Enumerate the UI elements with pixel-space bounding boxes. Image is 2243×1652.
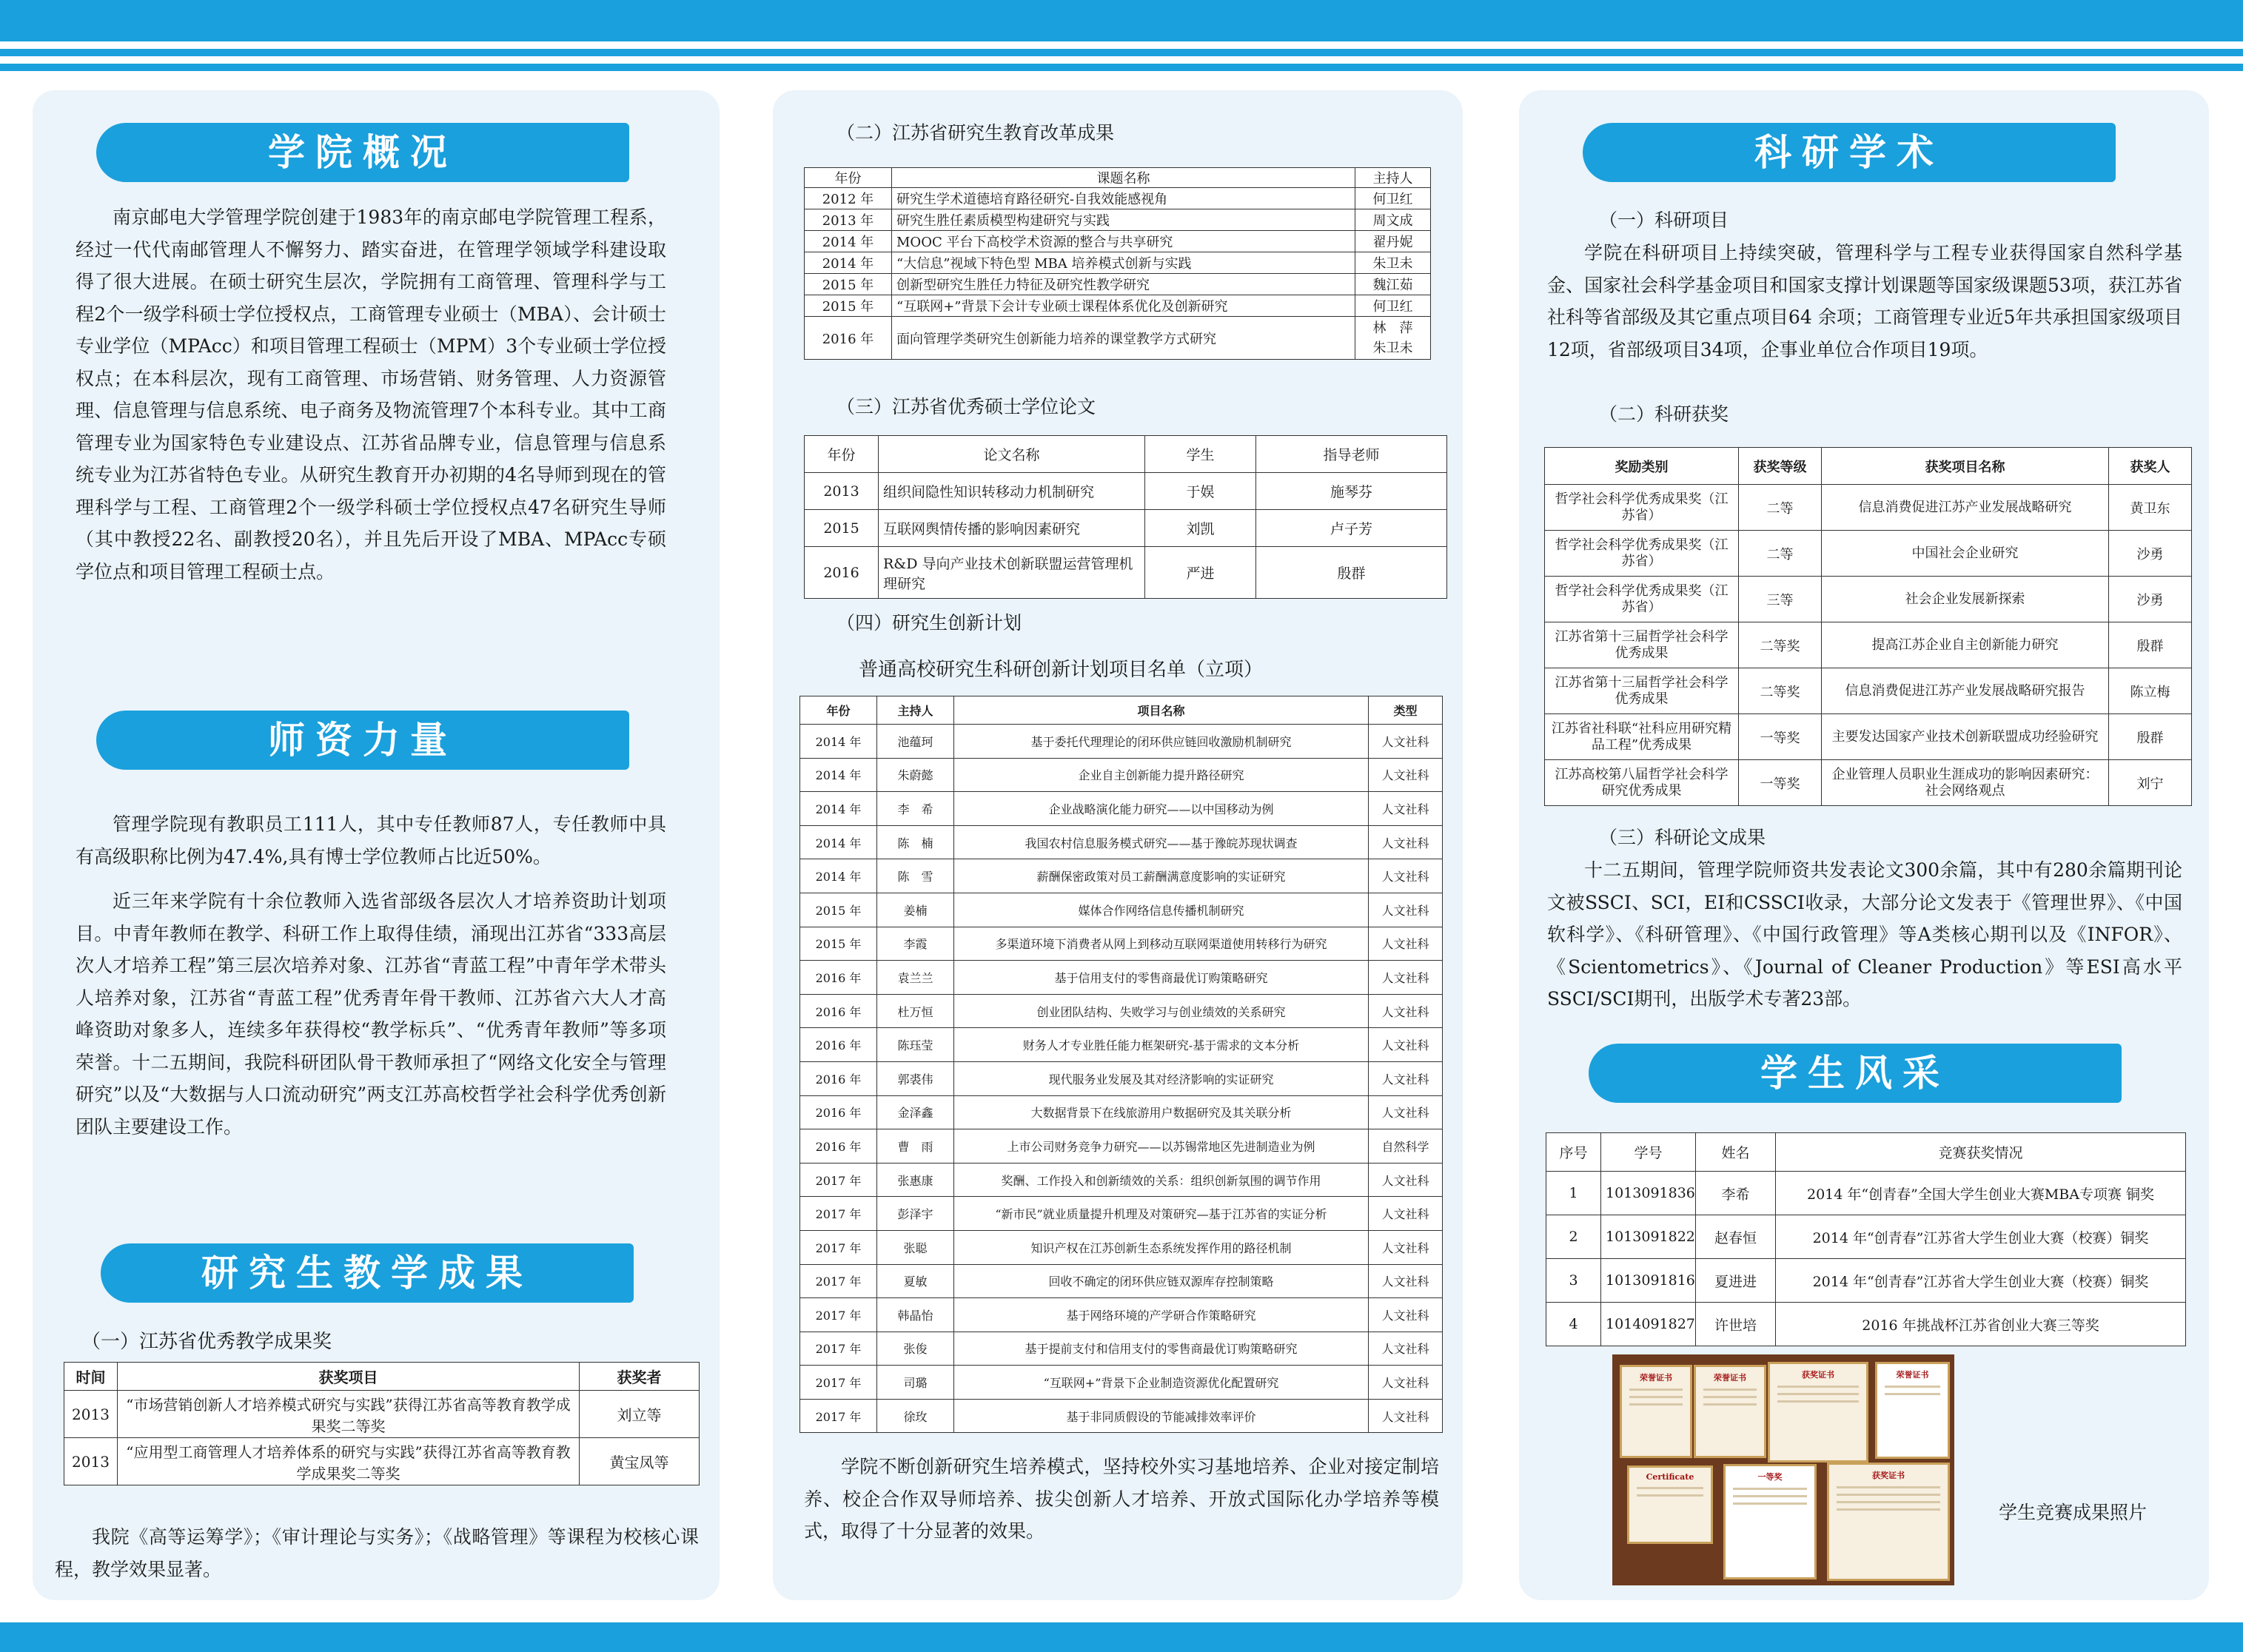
t4-type: 人文社科 [1369, 961, 1443, 995]
t5-winner: 殷群 [2109, 622, 2192, 668]
t4-row [800, 1332, 1443, 1366]
top-band-stripe-2 [0, 64, 2243, 71]
t5-level: 三等 [1739, 577, 1822, 622]
t4-project: “互联网+”背景下企业制造资源优化配置研究 [954, 1366, 1369, 1400]
t6-header-id: 学号 [1601, 1133, 1696, 1172]
t4-project: 基于非同质假设的节能减排效率评价 [954, 1399, 1369, 1433]
t6-id: 1013091822 [1601, 1215, 1696, 1259]
t6-award: 2016 年挑战杯江苏省创业大赛三等奖 [1776, 1303, 2186, 1346]
t4-year: 2016 年 [800, 1129, 877, 1164]
t2-r5-host: 魏江茹 [1355, 274, 1431, 295]
t2-r4-year: 2014 年 [805, 252, 892, 274]
t4-type: 人文社科 [1369, 1399, 1443, 1433]
t5-header-category: 奖励类别 [1545, 448, 1739, 485]
t4-project: 基于委托代理理论的闭环供应链回收激励机制研究 [954, 725, 1369, 759]
cert-2: 荣誉证书 [1694, 1365, 1766, 1458]
t4-project: 基于信用支付的零售商最优订购策略研究 [954, 961, 1369, 995]
t5-row [1545, 714, 2192, 760]
t2-r6-host: 何卫红 [1355, 295, 1431, 317]
t6-no: 2 [1546, 1215, 1601, 1259]
t5-category: 哲学社会科学优秀成果奖（江苏省） [1545, 531, 1739, 577]
t6-body [1546, 1172, 2186, 1346]
t4-host: 金泽鑫 [877, 1095, 954, 1129]
t4-year: 2016 年 [800, 1095, 877, 1129]
t4-host: 张俊 [877, 1332, 954, 1366]
t3-r2-student: 刘凯 [1145, 510, 1256, 547]
t5-category: 哲学社会科学优秀成果奖（江苏省） [1545, 577, 1739, 622]
t4-project: 上市公司财务竞争力研究——以苏锡常地区先进制造业为例 [954, 1129, 1369, 1164]
t2-r7-host-2: 朱卫未 [1372, 340, 1413, 356]
t4-type: 人文社科 [1369, 927, 1443, 961]
t2-r2-topic: 研究生胜任素质模型构建研究与实践 [892, 209, 1355, 231]
t2-r7-topic: 面向管理学类研究生创新能力培养的课堂教学方式研究 [892, 317, 1355, 360]
t2-r1-host: 何卫红 [1355, 188, 1431, 209]
t3-r3-student: 严进 [1145, 547, 1256, 599]
innovation-plan-table [799, 696, 1443, 1433]
overview-title: 学院概况 [96, 123, 629, 182]
t2-header-topic: 课题名称 [892, 168, 1355, 188]
t4-year: 2017 年 [800, 1163, 877, 1197]
grad-teaching-title: 研究生教学成果 [101, 1243, 634, 1303]
t4-host: 杜万恒 [877, 994, 954, 1028]
t2-r5-topic: 创新型研究生胜任力特征及研究性教学研究 [892, 274, 1355, 295]
t4-project: 创业团队结构、失败学习与创业绩效的关系研究 [954, 994, 1369, 1028]
t4-row [800, 758, 1443, 792]
cert-7: 荣誉证书 [1875, 1362, 1950, 1459]
t4-host: 曹 雨 [877, 1129, 954, 1164]
student-award-photo [1612, 1354, 1954, 1585]
t4-type: 人文社科 [1369, 1332, 1443, 1366]
t4-type: 人文社科 [1369, 1298, 1443, 1332]
core-courses-text: 我院《高等运筹学》；《审计理论与实务》；《战略管理》等课程为校核心课程，教学效果显著。 [55, 1526, 699, 1580]
t4-type: 人文社科 [1369, 1264, 1443, 1298]
t5-winner: 殷群 [2109, 714, 2192, 760]
faculty-text-2: 近三年来学院有十余位教师入选省部级各层次人才培养资助计划项目。中青年教师在教学、科研工作上取得佳绩，涌现出江苏省“333高层次人才培养工程”第三层次培养对象、江苏省“青蓝工程”中青年学术带头人培养对象，江苏省“青蓝工程”优秀青年骨干教师、江苏省六大人才高峰资助对象多人，连续多年获得校“教学标兵”、“优秀青年教师”等多项荣誉。十二五期间，我院科研团队骨干教师承担了“网络文化安全与管理研究”以及“大数据与人口流动研究”两支江苏高校哲学社会科学优秀创新团队主要建设工作。 [76, 890, 666, 1138]
t4-project: 我国农村信息服务模式研究——基于豫皖苏现状调查 [954, 825, 1369, 859]
t6-header-award: 竞赛获奖情况 [1776, 1133, 2186, 1172]
t6-award: 2014 年“创青春”江苏省大学生创业大赛（校赛）铜奖 [1776, 1259, 2186, 1303]
t1-r2-project: “应用型工商管理人才培养体系的研究与实践”获得江苏省高等教育教学成果奖二等奖 [118, 1438, 580, 1485]
t3-r1-year: 2013 [805, 473, 879, 510]
t4-project: 知识产权在江苏创新生态系统发挥作用的路径机制 [954, 1230, 1369, 1264]
t5-winner: 沙勇 [2109, 531, 2192, 577]
t4-host: 徐玫 [877, 1399, 954, 1433]
faculty-text-1: 管理学院现有教职员工111人，其中专任教师87人，专任教师中具有高级职称比例为47.4%,具有博士学位教师占比近50%。 [76, 813, 666, 867]
t5-header-project: 获奖项目名称 [1822, 448, 2109, 485]
t4-host: 陈 雪 [877, 859, 954, 893]
sec4-title: （四）研究生创新计划 [836, 612, 1022, 634]
t3-header-year: 年份 [805, 436, 879, 473]
t5-header-winner: 获奖人 [2109, 448, 2192, 485]
t4-year: 2017 年 [800, 1366, 877, 1400]
t3-header-advisor: 指导老师 [1256, 436, 1447, 473]
t5-category: 哲学社会科学优秀成果奖（江苏省） [1545, 485, 1739, 531]
t4-row [800, 994, 1443, 1028]
t4-host: 袁兰兰 [877, 961, 954, 995]
t4-project: 多渠道环境下消费者从网上到移动互联网渠道使用转移行为研究 [954, 927, 1369, 961]
t4-host: 陈珏莹 [877, 1028, 954, 1062]
t4-project: 薪酬保密政策对员工薪酬满意度影响的实证研究 [954, 859, 1369, 893]
t4-host: 朱蔚懿 [877, 758, 954, 792]
t4-year: 2017 年 [800, 1264, 877, 1298]
student-title: 学生风采 [1589, 1044, 2122, 1103]
closing-text: 学院不断创新研究生培养模式，坚持校外实习基地培养、企业对接定制培养、校企合作双导师培养、拔尖创新人才培养、开放式国际化办学培养等模式，取得了十分显著的效果。 [804, 1456, 1439, 1542]
t2-r6-topic: “互联网+”背景下会计专业硕士课程体系优化及创新研究 [892, 295, 1355, 317]
t5-row [1545, 485, 2192, 531]
t4-host: 张聪 [877, 1230, 954, 1264]
t1-r1-project: “市场营销创新人才培养模式研究与实践”获得江苏省高等教育教学成果奖二等奖 [118, 1391, 580, 1438]
t4-host: 李 希 [877, 792, 954, 826]
reform-results-table [804, 167, 1431, 360]
t3-r2-year: 2015 [805, 510, 879, 547]
t5-project: 中国社会企业研究 [1822, 531, 2109, 577]
t4-year: 2017 年 [800, 1298, 877, 1332]
t1-header-winner: 获奖者 [580, 1363, 700, 1391]
t2-r2-year: 2013 年 [805, 209, 892, 231]
t4-year: 2017 年 [800, 1399, 877, 1433]
t4-year: 2014 年 [800, 725, 877, 759]
t4-row [800, 961, 1443, 995]
t4-row [800, 1129, 1443, 1164]
t4-header-project: 项目名称 [954, 696, 1369, 725]
t4-project: 基于提前支付和信用支付的零售商最优订购策略研究 [954, 1332, 1369, 1366]
t5-project: 信息消费促进江苏产业发展战略研究 [1822, 485, 2109, 531]
t6-name: 夏进进 [1696, 1259, 1776, 1303]
t4-row [800, 1197, 1443, 1231]
t6-id: 1013091816 [1601, 1259, 1696, 1303]
cert-3: 获奖证书 [1768, 1362, 1868, 1463]
t5-project: 主要发达国家产业技术创新联盟成功经验研究 [1822, 714, 2109, 760]
student-award-table [1546, 1132, 2186, 1346]
t2-r3-host: 翟丹妮 [1355, 231, 1431, 252]
t3-header-student: 学生 [1145, 436, 1256, 473]
t5-level: 二等奖 [1739, 622, 1822, 668]
t4-year: 2014 年 [800, 792, 877, 826]
t2-r7-year: 2016 年 [805, 317, 892, 360]
t4-header-type: 类型 [1369, 696, 1443, 725]
t2-r3-year: 2014 年 [805, 231, 892, 252]
t6-row [1546, 1172, 2186, 1215]
t4-host: 池蕴珂 [877, 725, 954, 759]
t4-year: 2016 年 [800, 1028, 877, 1062]
t4-project: “新市民”就业质量提升机理及对策研究—基于江苏省的实证分析 [954, 1197, 1369, 1231]
t4-project: 企业战略演化能力研究——以中国移动为例 [954, 792, 1369, 826]
research-title: 科研学术 [1583, 123, 2116, 182]
t4-type: 人文社科 [1369, 1197, 1443, 1231]
t2-r3-topic: MOOC 平台下高校学术资源的整合与共享研究 [892, 231, 1355, 252]
t2-header-host: 主持人 [1355, 168, 1431, 188]
r2-title: （二）科研获奖 [1599, 403, 1729, 425]
thesis-table [804, 435, 1447, 599]
t3-r1-advisor: 施琴芬 [1256, 473, 1447, 510]
cert-1: 荣誉证书 [1620, 1365, 1692, 1458]
r3-text: 十二五期间，管理学院师资共发表论文300余篇，其中有280余篇期刊论文被SSCI、SCI，EI和CSSCI收录，大部分论文发表于《管理世界》、《中国软科学》、《科研管理》、《中国行政管理》等A类核心期刊以及《INFOR》、《Scientometrics》、《Journal of Cleaner Production》等ESI高水平SSCI/SCI期刊，出版学术专著23部。 [1547, 859, 2182, 1010]
t2-header-year: 年份 [805, 168, 892, 188]
t3-r2-advisor: 卢子芳 [1256, 510, 1447, 547]
t4-host: 司璐 [877, 1366, 954, 1400]
research-award-table [1544, 447, 2192, 806]
t4-type: 人文社科 [1369, 1230, 1443, 1264]
t4-row [800, 1298, 1443, 1332]
t1-r1-year: 2013 [64, 1391, 118, 1438]
cert-4: Certificate [1627, 1465, 1713, 1544]
t5-winner: 沙勇 [2109, 577, 2192, 622]
t2-r4-host: 朱卫未 [1355, 252, 1431, 274]
t4-host: 姜楠 [877, 893, 954, 927]
t4-year: 2014 年 [800, 758, 877, 792]
t6-row [1546, 1215, 2186, 1259]
t2-r4-topic: “大信息”视域下特色型 MBA 培养模式创新与实践 [892, 252, 1355, 274]
t4-project: 媒体合作网络信息传播机制研究 [954, 893, 1369, 927]
t4-project: 奖酬、工作投入和创新绩效的关系：组织创新氛围的调节作用 [954, 1163, 1369, 1197]
bottom-band [0, 1622, 2243, 1652]
t2-r7-host-cell [1355, 317, 1431, 360]
t6-no: 1 [1546, 1172, 1601, 1215]
t4-row [800, 1061, 1443, 1095]
t4-type: 人文社科 [1369, 859, 1443, 893]
t4-type: 人文社科 [1369, 725, 1443, 759]
t4-row [800, 725, 1443, 759]
t5-project: 社会企业发展新探索 [1822, 577, 2109, 622]
t4-type: 人文社科 [1369, 1095, 1443, 1129]
t5-row [1545, 531, 2192, 577]
t3-header-title: 论文名称 [879, 436, 1145, 473]
t4-host: 夏敏 [877, 1264, 954, 1298]
t6-name: 许世培 [1696, 1303, 1776, 1346]
t6-no: 4 [1546, 1303, 1601, 1346]
t6-id: 1014091827 [1601, 1303, 1696, 1346]
t4-type: 人文社科 [1369, 994, 1443, 1028]
t5-project: 企业管理人员职业生涯成功的影响因素研究：社会网络观点 [1822, 760, 2109, 806]
sec1-title: （一）江苏省优秀教学成果奖 [81, 1331, 332, 1353]
t4-row [800, 1366, 1443, 1400]
t3-r2-title: 互联网舆情传播的影响因素研究 [879, 510, 1145, 547]
t5-body [1545, 485, 2192, 806]
r1-title: （一）科研项目 [1599, 209, 1729, 231]
t4-year: 2016 年 [800, 961, 877, 995]
cert-5: 一等奖 [1723, 1464, 1817, 1579]
t3-r1-student: 于娱 [1145, 473, 1256, 510]
t5-category: 江苏高校第八届哲学社会科学研究优秀成果 [1545, 760, 1739, 806]
t5-project: 提高江苏企业自主创新能力研究 [1822, 622, 2109, 668]
t4-row [800, 792, 1443, 826]
t1-r2-winner: 黄宝凤等 [580, 1438, 700, 1485]
t2-r2-host: 周文成 [1355, 209, 1431, 231]
t5-row [1545, 577, 2192, 622]
t5-level: 二等奖 [1739, 668, 1822, 714]
sec3-title: （三）江苏省优秀硕士学位论文 [836, 396, 1096, 417]
t4-row [800, 1399, 1443, 1433]
t4-row [800, 1163, 1443, 1197]
t3-r3-advisor: 殷群 [1256, 547, 1447, 599]
t4-type: 人文社科 [1369, 1028, 1443, 1062]
t5-winner: 陈立梅 [2109, 668, 2192, 714]
t2-r6-year: 2015 年 [805, 295, 892, 317]
t5-level: 二等 [1739, 485, 1822, 531]
t2-r7-host-1: 林 萍 [1372, 320, 1413, 336]
teaching-award-table [64, 1362, 700, 1485]
t4-year: 2014 年 [800, 859, 877, 893]
t4-host: 张惠康 [877, 1163, 954, 1197]
t5-level: 一等奖 [1739, 714, 1822, 760]
t4-type: 人文社科 [1369, 792, 1443, 826]
t4-host: 陈 楠 [877, 825, 954, 859]
t6-name: 赵春恒 [1696, 1215, 1776, 1259]
t4-year: 2016 年 [800, 1061, 877, 1095]
t4-host: 李霞 [877, 927, 954, 961]
t4-project: 基于网络环境的产学研合作策略研究 [954, 1298, 1369, 1332]
t4-type: 人文社科 [1369, 1366, 1443, 1400]
t4-type: 人文社科 [1369, 825, 1443, 859]
t4-row [800, 1264, 1443, 1298]
t4-year: 2015 年 [800, 927, 877, 961]
t6-name: 李希 [1696, 1172, 1776, 1215]
t4-year: 2014 年 [800, 825, 877, 859]
t6-id: 1013091836 [1601, 1172, 1696, 1215]
t1-header-project: 获奖项目 [118, 1363, 580, 1391]
t3-r1-title: 组织间隐性知识转移动力机制研究 [879, 473, 1145, 510]
t2-r5-year: 2015 年 [805, 274, 892, 295]
t4-header-host: 主持人 [877, 696, 954, 725]
faculty-title: 师资力量 [96, 711, 629, 770]
t4-type: 人文社科 [1369, 893, 1443, 927]
t2-r1-year: 2012 年 [805, 188, 892, 209]
t4-row [800, 825, 1443, 859]
t1-header-time: 时间 [64, 1363, 118, 1391]
t4-year: 2017 年 [800, 1230, 877, 1264]
t4-year: 2016 年 [800, 994, 877, 1028]
t5-project: 信息消费促进江苏产业发展战略研究报告 [1822, 668, 2109, 714]
t4-type: 人文社科 [1369, 1061, 1443, 1095]
t3-r3-year: 2016 [805, 547, 879, 599]
t4-row [800, 893, 1443, 927]
t4-row [800, 927, 1443, 961]
sec2-title: （二）江苏省研究生教育改革成果 [836, 122, 1115, 144]
t4-host: 郭裘伟 [877, 1061, 954, 1095]
t5-winner: 黄卫东 [2109, 485, 2192, 531]
t4-project: 大数据背景下在线旅游用户数据研究及其关联分析 [954, 1095, 1369, 1129]
t1-r1-winner: 刘立等 [580, 1391, 700, 1438]
overview-text: 南京邮电大学管理学院创建于1983年的南京邮电学院管理工程系，经过一代代南邮管理人不懈努力、踏实奋进，在管理学领域学科建设取得了很大进展。在硕士研究生层次，学院拥有工商管理、管理科学与工程2个一级学科硕士学位授权点，工商管理专业硕士（MBA）、会计硕士专业学位（MPAcc）和项目管理工程硕士（MPM）3个专业硕士学位授权点；在本科层次，现有工商管理、市场营销、财务管理、人力资源管理、信息管理与信息系统、电子商务及物流管理7个本科专业。其中工商管理专业为国家特色专业建设点、江苏省品牌专业，信息管理与信息系统专业为江苏省特色专业。从研究生教育开办初期的4名导师到现在的管理科学与工程、工商管理2个一级学科硕士学位授权点47名研究生导师（其中教授22名、副教授20名），并且先后开设了MBA、MPAcc专硕学位点和项目管理工程硕士点。 [76, 206, 666, 582]
t4-body [800, 725, 1443, 1433]
t4-year: 2017 年 [800, 1332, 877, 1366]
cert-6: 获奖证书 [1827, 1463, 1950, 1581]
t6-row [1546, 1303, 2186, 1346]
t4-year: 2017 年 [800, 1197, 877, 1231]
t5-category: 江苏省第十三届哲学社会科学优秀成果 [1545, 668, 1739, 714]
t4-row [800, 1028, 1443, 1062]
t1-r2-year: 2013 [64, 1438, 118, 1485]
t5-winner: 刘宁 [2109, 760, 2192, 806]
t4-project: 现代服务业发展及其对经济影响的实证研究 [954, 1061, 1369, 1095]
t6-header-no: 序号 [1546, 1133, 1601, 1172]
t5-row [1545, 760, 2192, 806]
r3-title: （三）科研论文成果 [1599, 827, 1766, 848]
t4-row [800, 859, 1443, 893]
t6-header-name: 姓名 [1696, 1133, 1776, 1172]
top-band-main [0, 0, 2243, 41]
top-band-stripe-1 [0, 49, 2243, 56]
t6-award: 2014 年“创青春”全国大学生创业大赛MBA专项赛 铜奖 [1776, 1172, 2186, 1215]
t4-year: 2015 年 [800, 893, 877, 927]
t6-row [1546, 1259, 2186, 1303]
t4-type: 自然科学 [1369, 1129, 1443, 1164]
t5-header-level: 获奖等级 [1739, 448, 1822, 485]
t4-project: 企业自主创新能力提升路径研究 [954, 758, 1369, 792]
t4-host: 韩晶怡 [877, 1298, 954, 1332]
r1-text: 学院在科研项目上持续突破，管理科学与工程专业获得国家自然科学基金、国家社会科学基金项目和国家支撑计划课题等国家级课题53项，获江苏省社科等省部级及其它重点项目64 余项；工商管理专业近5年共承担国家级项目12项，省部级项目34项，企事业单位合作项目19项。 [1547, 242, 2182, 360]
photo-caption: 学生竞赛成果照片 [1999, 1502, 2148, 1523]
t4-type: 人文社科 [1369, 758, 1443, 792]
t4-row [800, 1095, 1443, 1129]
t5-row [1545, 668, 2192, 714]
t4-caption: 普通高校研究生科研创新计划项目名单（立项） [859, 659, 1264, 681]
t4-row [800, 1230, 1443, 1264]
t5-row [1545, 622, 2192, 668]
t4-header-year: 年份 [800, 696, 877, 725]
t5-level: 二等 [1739, 531, 1822, 577]
t5-level: 一等奖 [1739, 760, 1822, 806]
t4-project: 财务人才专业胜任能力框架研究-基于需求的文本分析 [954, 1028, 1369, 1062]
t5-category: 江苏省社科联“社科应用研究精品工程”优秀成果 [1545, 714, 1739, 760]
t3-r3-title: R&D 导向产业技术创新联盟运营管理机理研究 [879, 547, 1145, 599]
t6-no: 3 [1546, 1259, 1601, 1303]
t6-award: 2014 年“创青春”江苏省大学生创业大赛（校赛）铜奖 [1776, 1215, 2186, 1259]
t4-project: 回收不确定的闭环供应链双源库存控制策略 [954, 1264, 1369, 1298]
t4-host: 彭泽宇 [877, 1197, 954, 1231]
t4-type: 人文社科 [1369, 1163, 1443, 1197]
t2-r1-topic: 研究生学术道德培育路径研究-自我效能感视角 [892, 188, 1355, 209]
t5-category: 江苏省第十三届哲学社会科学优秀成果 [1545, 622, 1739, 668]
